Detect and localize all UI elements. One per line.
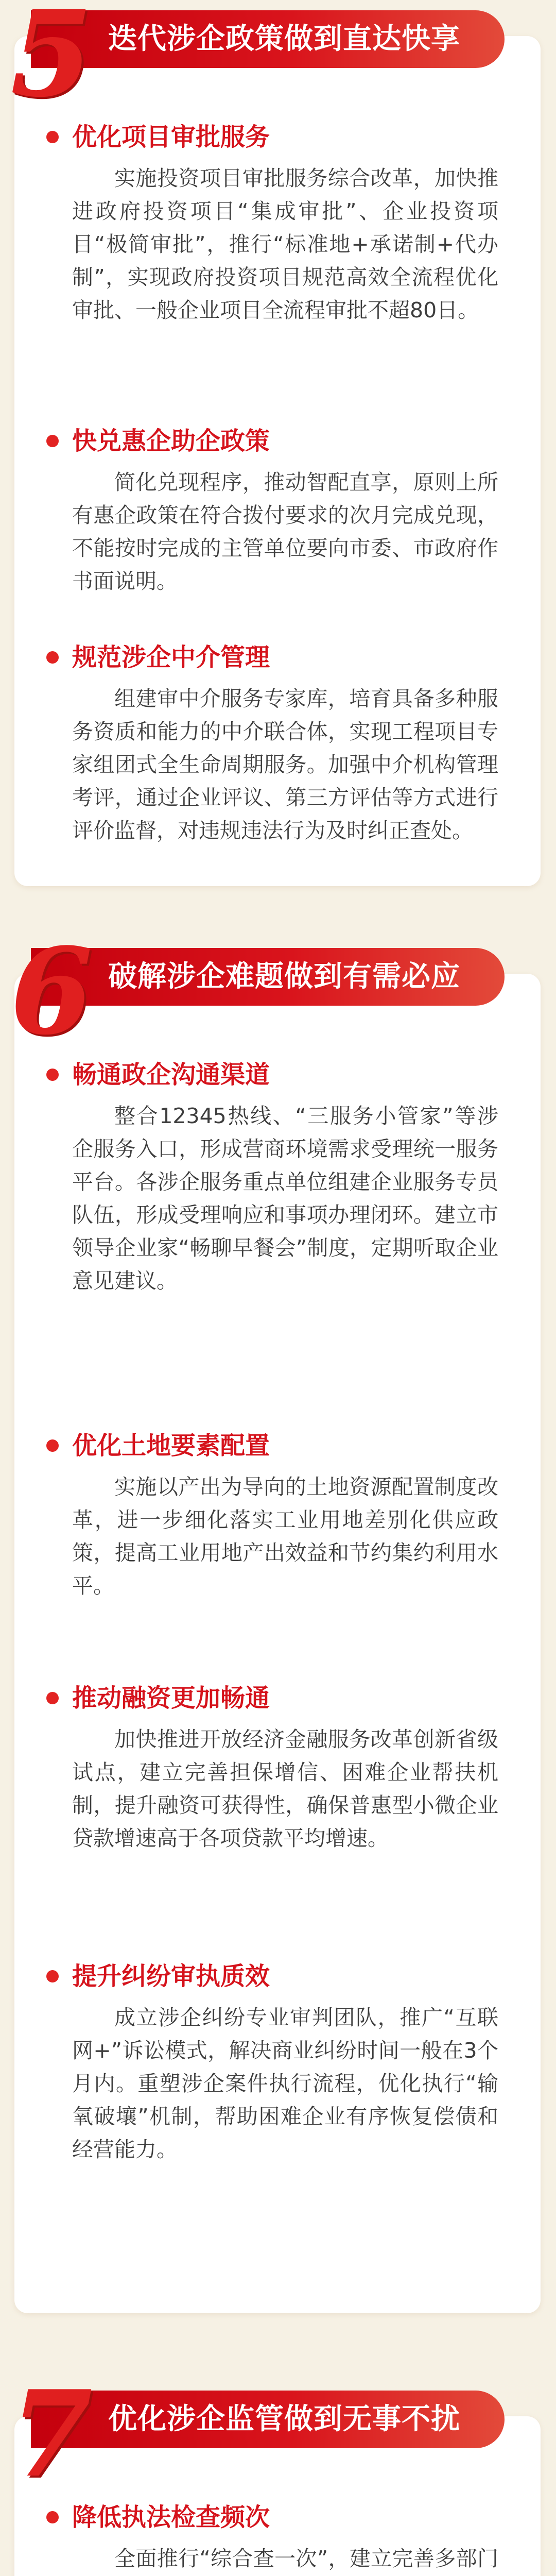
policy-item bbox=[46, 422, 499, 598]
item-title: 推动融资更加畅通 bbox=[72, 1684, 270, 1713]
section-title: 迭代涉企政策做到直达快享 bbox=[108, 22, 460, 56]
bullet-dot-icon bbox=[46, 2511, 59, 2523]
item-title: 提升纠纷审执质效 bbox=[72, 1962, 270, 1991]
item-body: 实施以产出为导向的土地资源配置制度改革，进一步细化落实工业用地差别化供应政策，提高工业用地产出效益和节约集约利用水平。 bbox=[72, 1475, 498, 1598]
item-title: 规范涉企中介管理 bbox=[72, 643, 270, 672]
item-body: 加快推进开放经济金融服务改革创新省级试点，建立完善担保增信、困难企业帮扶机制，提升融资可获得性，确保普惠型小微企业贷款增速高于各项贷款平均增速。 bbox=[72, 1727, 498, 1851]
item-body: 实施投资项目审批服务综合改革，加快推进政府投资项目“集成审批”、企业投资项目“极简审批”，推行“标准地+承诺制+代办制”，实现政府投资项目规范高效全流程优化审批、一般企业项目全流程审批不超80日。 bbox=[72, 166, 498, 323]
section-title-banner bbox=[31, 948, 505, 1006]
section-number: 5 bbox=[10, 0, 93, 124]
section-title: 破解涉企难题做到有需必应 bbox=[108, 960, 460, 993]
policy-item bbox=[46, 639, 499, 847]
bullet-dot-icon bbox=[46, 1439, 59, 1452]
section-6 bbox=[0, 922, 556, 2360]
policy-item bbox=[46, 1680, 499, 1855]
item-title: 优化项目审批服务 bbox=[72, 123, 270, 151]
item-body: 组建审中介服务专家库，培育具备多种服务资质和能力的中介联合体，实现工程项目专家组团式全生命周期服务。加强中介机构管理考评，通过企业评议、第三方评估等方式进行评价监督，对违规违法行为及时纠正查处。 bbox=[72, 686, 498, 843]
bullet-dot-icon bbox=[46, 131, 59, 143]
item-body: 整合12345热线、“三服务小管家”等涉企服务入口，形成营商环境需求受理统一服务平台。各涉企服务重点单位组建企业服务专员队伍，形成受理响应和事项办理闭环。建立市领导企业家“畅聊早餐会”制度，定期听取企业意见建议。 bbox=[72, 1104, 498, 1293]
item-body: 全面推行“综合查一次”，建立完善多部门 bbox=[114, 2546, 498, 2571]
section-number: 7 bbox=[10, 2365, 93, 2504]
section-5 bbox=[0, 0, 556, 917]
bullet-dot-icon bbox=[46, 1970, 59, 1982]
bullet-dot-icon bbox=[46, 1069, 59, 1081]
item-title: 快兑惠企助企政策 bbox=[72, 427, 270, 455]
section-number: 6 bbox=[10, 922, 93, 1061]
section-7 bbox=[0, 2365, 556, 2576]
bullet-dot-icon bbox=[46, 651, 59, 664]
item-body: 成立涉企纠纷专业审判团队，推广“互联网+”诉讼模式，解决商业纠纷时间一般在3个月内。重塑涉企案件执行流程，优化执行“输氧破壤”机制，帮助困难企业有序恢复偿债和经营能力。 bbox=[72, 2005, 498, 2162]
bullet-dot-icon bbox=[46, 1692, 59, 1704]
bullet-dot-icon bbox=[46, 435, 59, 447]
item-title: 畅通政企沟通渠道 bbox=[72, 1060, 270, 1089]
section-title-banner bbox=[31, 2391, 505, 2448]
policy-item bbox=[46, 1427, 499, 1602]
item-body: 简化兑现程序，推动智配直享，原则上所有惠企政策在符合拨付要求的次月完成兑现，不能按时完成的主管单位要向市委、市政府作书面说明。 bbox=[72, 470, 498, 594]
section-title: 优化涉企监管做到无事不扰 bbox=[108, 2402, 460, 2436]
item-title: 优化土地要素配置 bbox=[72, 1431, 270, 1460]
policy-item bbox=[46, 118, 499, 327]
item-title: 降低执法检查频次 bbox=[72, 2503, 270, 2532]
policy-item bbox=[46, 2499, 499, 2576]
section-title-banner bbox=[31, 10, 505, 68]
policy-item bbox=[46, 1056, 499, 1297]
policy-item bbox=[46, 1958, 499, 2166]
